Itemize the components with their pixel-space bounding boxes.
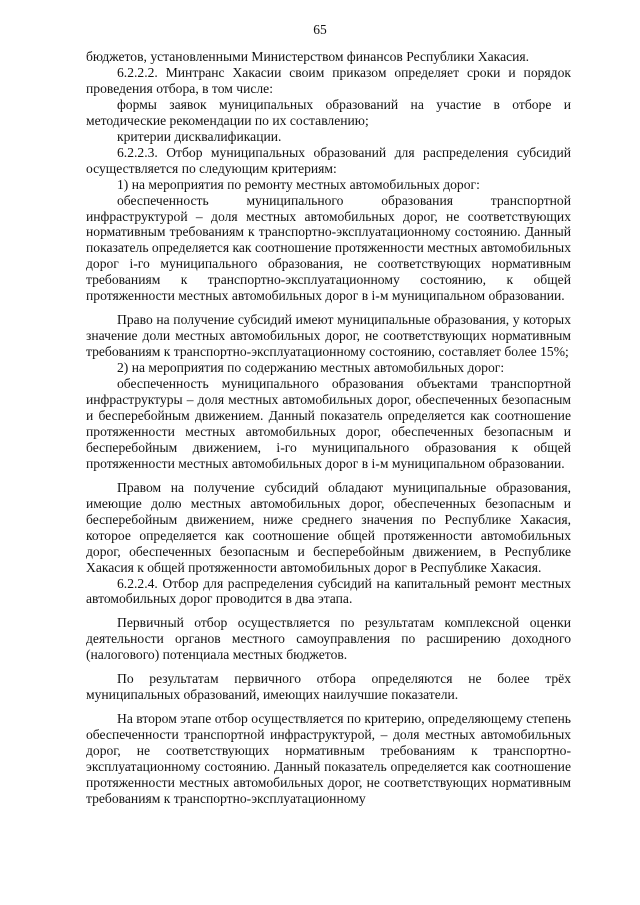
paragraph-disqualification-criteria: критерии дисквалификации. (117, 128, 282, 144)
paragraph-maintenance-eligibility: Правом на получение субсидий обладают муниципальные образования, имеющие долю местных автомобильных дорог, обеспеченных безопасным и бесперебойным движением, ниже среднего значения по Республике Хакасия, которое определяется как соотношение общей протяженности автомобильных дорог, обеспеченных безопасным и бесперебойным движением, в Республике Хакасия к общей протяженности автомобильных дорог в Республике Хакасия. (86, 479, 571, 575)
page-number: 65 (313, 22, 327, 37)
paragraph-6-2-2-3: 6.2.2.3. Отбор муниципальных образований для распределения субсидий осуществляется по следующим критериям: (86, 144, 571, 176)
paragraph-maintenance-measures: 2) на мероприятия по содержанию местных автомобильных дорог: (117, 360, 505, 376)
paragraph-repair-measures: 1) на мероприятия по ремонту местных автомобильных дорог: (117, 176, 480, 192)
paragraph-second-stage: На втором этапе отбор осуществляется по критерию, определяющему степень обеспеченности транспортной инфраструктурой, – доля местных автомобильных дорог, не соответствующих нормативным требованиям к транспортно-эксплуатационному состоянию. Данный показатель определяется как соотношение протяженности местных автомобильных дорог, не соответствующих нормативным требованиям к транспортно-эксплуатационному (86, 711, 571, 806)
paragraph-application-forms: формы заявок муниципальных образований на участие в отборе и методические рекомендации по их составлению; (86, 96, 571, 128)
paragraph-6-2-2-2: 6.2.2.2. Минтранс Хакасии своим приказом определяет сроки и порядок проведения отбора, в том числе: (86, 64, 571, 96)
paragraph-budget-continuation: бюджетов, установленными Министерством финансов Республики Хакасия. (86, 49, 530, 64)
paragraph-primary-results: По результатам первичного отбора определяются не более трёх муниципальных образований, имеющих наилучшие показатели. (86, 671, 571, 703)
paragraph-primary-selection: Первичный отбор осуществляется по результатам комплексной оценки деятельности органов местного самоуправления по расширению доходного (налогового) потенциала местных бюджетов. (86, 615, 571, 663)
paragraph-6-2-2-4: 6.2.2.4. Отбор для распределения субсидий на капитальный ремонт местных автомобильных дорог проводится в два этапа. (86, 575, 571, 607)
paragraph-maintenance-indicator: обеспеченность муниципального образования объектами транспортной инфраструктуры – доля местных автомобильных дорог, обеспеченных безопасным и бесперебойным движением. Данный показатель определяется как соотношение протяженности местных автомобильных дорог, обеспеченных безопасным и бесперебойным движением, i-го муниципального образования к общей протяженности местных автомобильных дорог в i-м муниципальном образовании. (86, 376, 571, 471)
paragraph-repair-eligibility: Право на получение субсидий имеют муниципальные образования, у которых значение доли местных автомобильных дорог, не соответствующих нормативным требованиям к транспортно-эксплуатационному состоянию, составляет более 15%; (86, 312, 571, 360)
document-body (86, 49, 571, 807)
paragraph-repair-indicator: обеспеченность муниципального образования транспортной инфраструктурой – доля местных автомобильных дорог, не соответствующих нормативным требованиям к транспортно-эксплуатационному состоянию. Данный показатель определяется как соотношение протяженности местных автомобильных дорог i-го муниципального образования, не соответствующих нормативным требованиям к транспортно-эксплуатационному состоянию, к общей протяженности местных автомобильных дорог в i-м муниципальном образовании. (86, 192, 571, 304)
